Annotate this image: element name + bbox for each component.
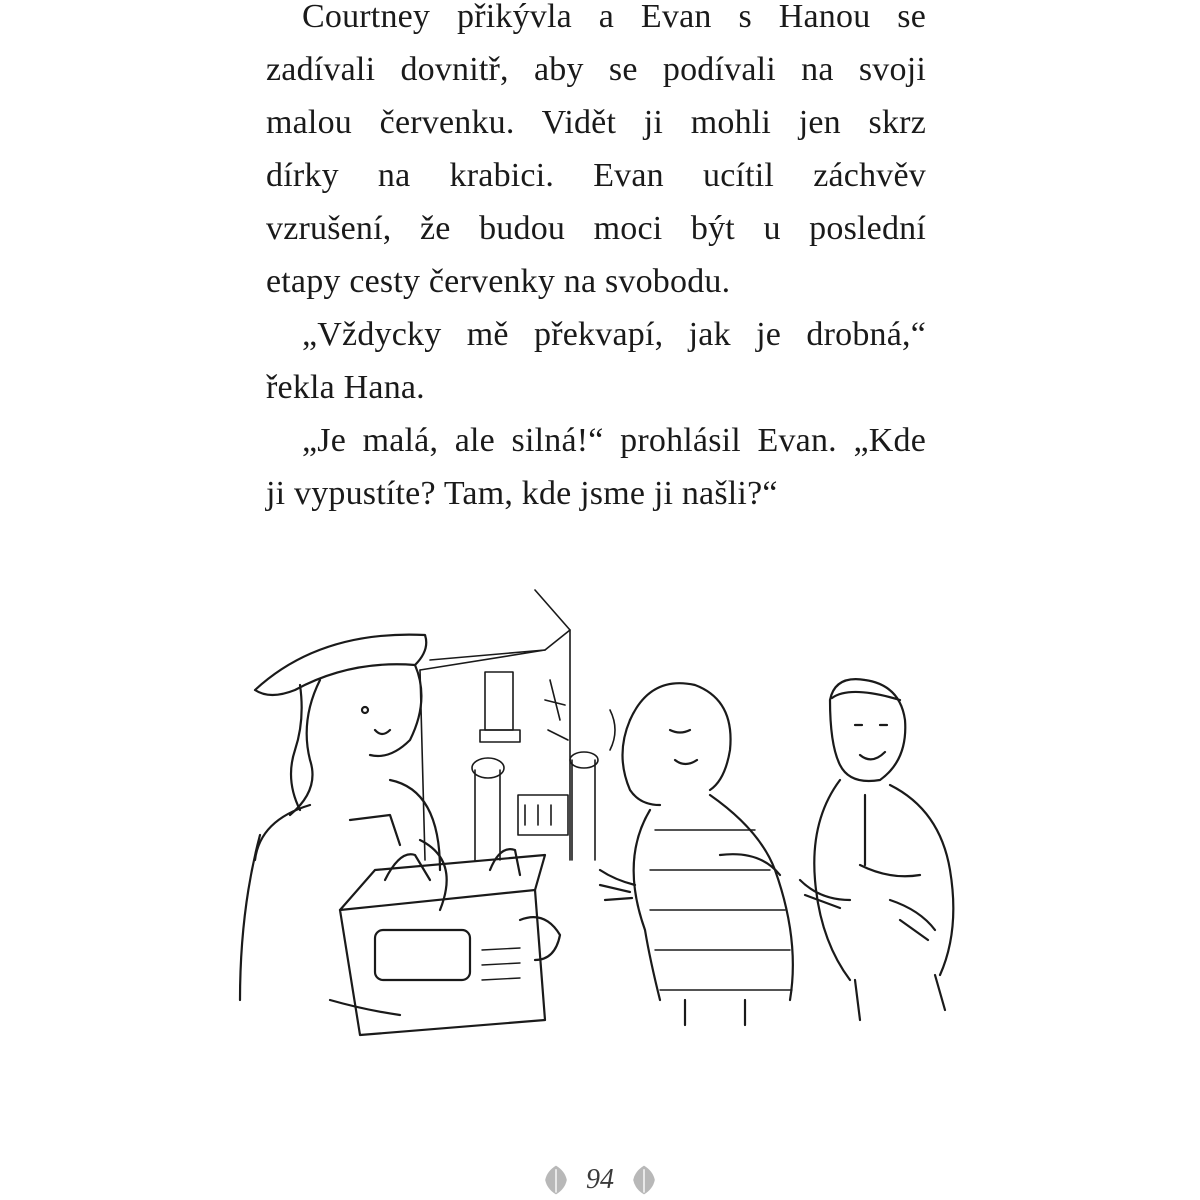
leaf-icon [626,1162,662,1198]
box-drawing [330,849,560,1035]
leaf-icon [538,1162,574,1198]
text-line: malou červenku. Vidět ji mohli jen skrz [266,104,926,141]
ranger-figure [240,635,447,1000]
text-line: zadívali dovnitř, aby se podívali na svoji [266,51,926,88]
body-text [266,0,926,520]
text-line: řekla Hana. [266,369,425,406]
boy-figure [800,679,953,1020]
text-line: vzrušení, že budou moci být u poslední [266,210,926,247]
house-drawing [420,590,615,860]
text-line: ji vypustíte? Tam, kde jsme ji našli?“ [266,475,778,512]
text-line: Courtney přikývla a Evan s Hanou se [302,0,926,35]
text-line: dírky na krabici. Evan ucítil záchvěv [266,157,926,194]
page-footer [0,1160,1200,1200]
page-number: 94 [586,1164,614,1195]
text-line: etapy cesty červenky na svobodu. [266,263,731,300]
illustration [200,580,1000,1040]
girl-figure [600,683,793,1025]
text-line: „Je malá, ale silná!“ prohlásil Evan. „Kde [302,422,926,459]
text-line: „Vždycky mě překvapí, jak je drobná,“ [302,316,926,353]
